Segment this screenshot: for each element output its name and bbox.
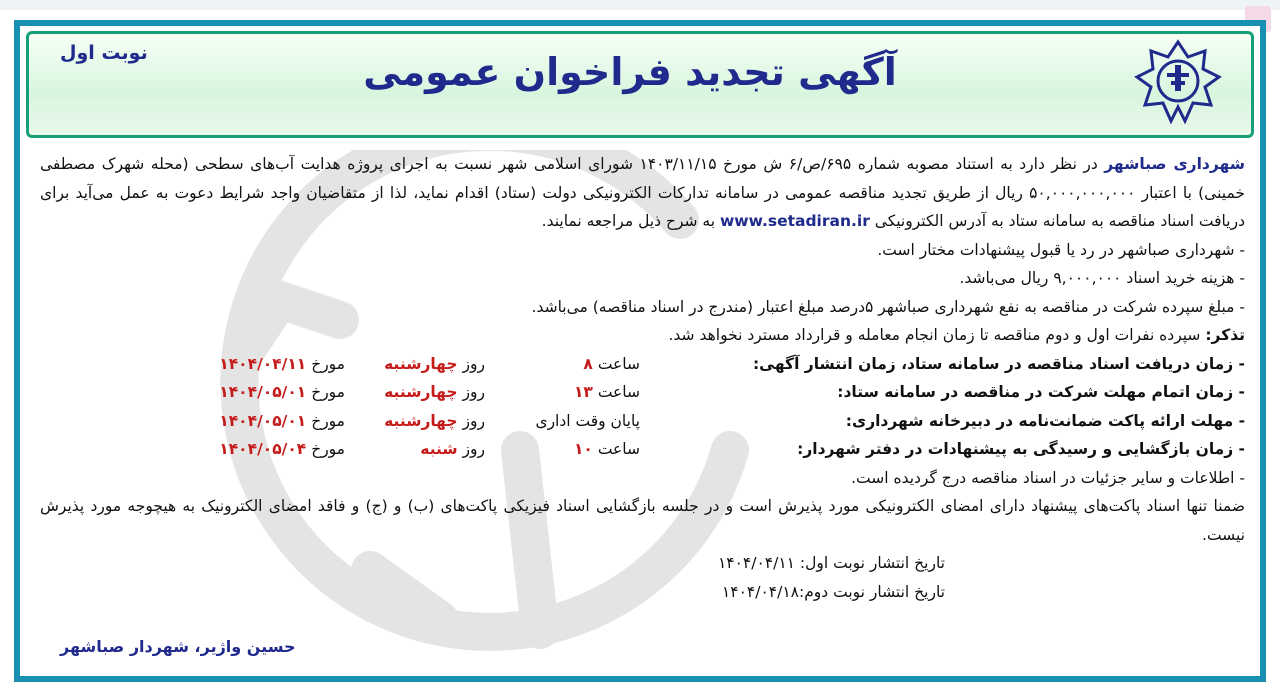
intro-end-text: به شرح ذیل مراجعه نمایند.: [541, 212, 720, 230]
schedule-time: پایان وقت اداری: [535, 411, 640, 430]
schedule-day: روز شنبه: [420, 440, 485, 458]
schedule-label: - زمان اتمام مهلت شرکت در مناقصه در سامانه ستاد:: [837, 383, 1245, 401]
intro-paragraph: [40, 150, 1245, 236]
publication-turn-label: نوبت اول: [60, 42, 148, 64]
schedule-day: روز چهارشنبه: [384, 383, 485, 401]
schedule-row: [40, 407, 1245, 436]
closing-paragraph: ضمنا تنها اسناد پاکت‌های پیشنهاد دارای امضای الکترونیکی مورد پذیرش است و در جلسه بازگشایی اسناد فیزیکی پاکت‌های (ب) و (ج) و فاقد امضای الکترونیک به هیچوجه مورد پذیرش نیست.: [40, 497, 1245, 544]
note-line: [40, 321, 1245, 350]
schedule-row: [40, 378, 1245, 407]
bullet-item: - شهرداری صباشهر در رد یا قبول پیشنهادات مختار است.: [877, 240, 1245, 259]
note-label: تذکر:: [1205, 326, 1245, 344]
note-text: سپرده نفرات اول و دوم مناقصه تا زمان انجام معامله و قرارداد مسترد نخواهد شد.: [668, 326, 1206, 344]
website-link[interactable]: www.setadiran.ir: [719, 212, 870, 230]
publish-date-second: تاریخ انتشار نوبت دوم:۱۴۰۴/۰۴/۱۸: [721, 582, 945, 601]
schedule-time: ساعت ۸: [583, 354, 640, 373]
schedule-date: مورخ ۱۴۰۴/۰۴/۱۱: [219, 354, 345, 373]
organization-name: شهرداری صباشهر: [1104, 155, 1245, 173]
top-strip: [0, 0, 1280, 10]
info-line: - اطلاعات و سایر جزئیات در اسناد مناقصه درج گردیده است.: [851, 468, 1245, 487]
schedule-row: [40, 350, 1245, 379]
schedule-label: - زمان بازگشایی و رسیدگی به پیشنهادات در دفتر شهردار:: [797, 440, 1245, 458]
schedule-date: مورخ ۱۴۰۴/۰۵/۰۱: [219, 411, 345, 430]
bullet-item: - هزینه خرید اسناد ۹,۰۰۰,۰۰۰ ریال می‌باشد.: [959, 269, 1245, 287]
notice-body: [40, 150, 1245, 606]
schedule-date: مورخ ۱۴۰۴/۰۵/۰۴: [219, 440, 345, 458]
notice-title: آگهی تجدید فراخوان عمومی: [363, 50, 897, 94]
schedule-day: روز چهارشنبه: [384, 354, 485, 373]
schedule-day: روز چهارشنبه: [384, 411, 485, 430]
schedule-date: مورخ ۱۴۰۴/۰۵/۰۱: [219, 383, 345, 401]
schedule-label: - زمان دریافت اسناد مناقصه در سامانه ستاد، زمان انتشار آگهی:: [752, 354, 1245, 373]
mayor-signature: حسین واژیر، شهردار صباشهر: [60, 637, 296, 656]
bullet-item: - مبلغ سپرده شرکت در مناقصه به نفع شهرداری صباشهر ۵درصد مبلغ اعتبار (مندرج در اسناد مناقصه) می‌باشد.: [531, 297, 1245, 316]
schedule-label: - مهلت ارائه پاکت ضمانت‌نامه در دبیرخانه شهرداری:: [845, 411, 1245, 430]
schedule-time: ساعت ۱۰: [573, 440, 640, 458]
schedule-row: [40, 435, 1245, 464]
intro-text: در نظر دارد به استناد مصوبه شماره ۶۹۵/ص/۶ ش مورخ ۱۴۰۳/۱۱/۱۵ شورای اسلامی شهر نسبت به اجرای پروژه هدایت آب‌های سطحی (محله شهرک مصطفی خمینی) با اعتبار ۵۰,۰۰۰,۰۰۰,۰۰۰ ریال از طریق تجدید مناقصه عمومی در سامانه تدارکات الکترونیکی دولت (ستاد) اقدام نماید، لذا از متقاضیان واجد شرایط دعوت به عمل می‌آید برای دریافت اسناد مناقصه به سامانه ستاد به آدرس الکترونیکی: [40, 155, 1245, 230]
schedule-time: ساعت ۱۳: [573, 383, 640, 401]
publish-date-first: تاریخ انتشار نوبت اول: ۱۴۰۴/۰۴/۱۱: [717, 554, 945, 572]
municipality-logo-icon: [1133, 37, 1223, 127]
